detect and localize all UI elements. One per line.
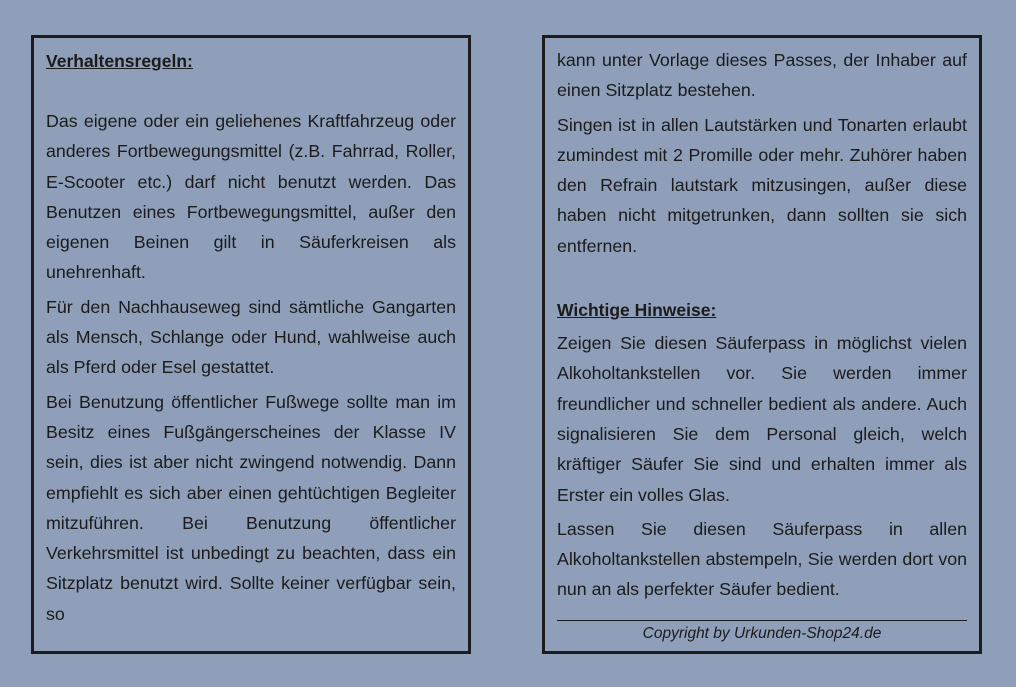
rules-paragraph-2: Für den Nachhauseweg sind sämtliche Gangarten als Mensch, Schlange oder Hund, wahlweise auch als Pferd oder Esel gestattet.	[46, 296, 456, 378]
left-page	[31, 35, 471, 654]
heading-spacer	[46, 76, 456, 106]
notes-heading: Wichtige Hinweise:	[557, 300, 717, 321]
rules-paragraph-3: Bei Benutzung öffentlicher Fußwege sollte man im Besitz eines Fußgängerscheines der Klasse IV sein, dies ist aber nicht zwingend notwendig. Dann empfiehlt es sich aber einen gehtüchtigen Begleiter mitzuführen. Bei Benutzung öffentlicher Verkehrsmittel ist unbedingt zu beachten, dass ein Sitzplatz benutzt wird. Sollte keiner verfügbar sein, so	[46, 391, 456, 624]
singing-paragraph: Singen ist in allen Lautstärken und Tonarten erlaubt zumindest mit 2 Promille oder mehr. Zuhörer haben den Refrain lautstark mitzusingen, außer diese haben nicht mitgetrunken, dann sollten sie sich entfernen.	[557, 114, 967, 256]
rules-paragraph-continued: kann unter Vorlage dieses Passes, der Inhaber auf einen Sitzplatz bestehen.	[557, 50, 967, 101]
notes-paragraph-2: Lassen Sie diesen Säuferpass in allen Alkoholtankstellen abstempeln, Sie werden dort von nun an als perfekter Säufer bedient.	[557, 518, 967, 600]
rules-heading: Verhaltensregeln:	[46, 51, 193, 71]
notes-paragraph-1: Zeigen Sie diesen Säuferpass in möglichst vielen Alkoholtankstellen vor. Sie werden immer freundlicher und schneller bedient als andere. Auch signalisieren Sie dem Personal gleich, welch kräftiger Säufer Sie sind und erhalten immer als Erster ein volles Glas.	[557, 333, 967, 505]
rules-paragraph-1: Das eigene oder ein geliehenes Kraftfahrzeug oder anderes Fortbewegungsmittel (z.B. Fahrrad, Roller, E-Scooter etc.) darf nicht benutzt werden. Das Benutzen eines Fortbewegungsmittel, außer den eigenen Beinen gilt in Säuferkreisen als unehrenhaft.	[46, 111, 456, 283]
right-page	[542, 35, 982, 654]
copyright-footer: Copyright by Urkunden-Shop24.de	[557, 620, 967, 644]
section-spacer	[557, 265, 967, 295]
